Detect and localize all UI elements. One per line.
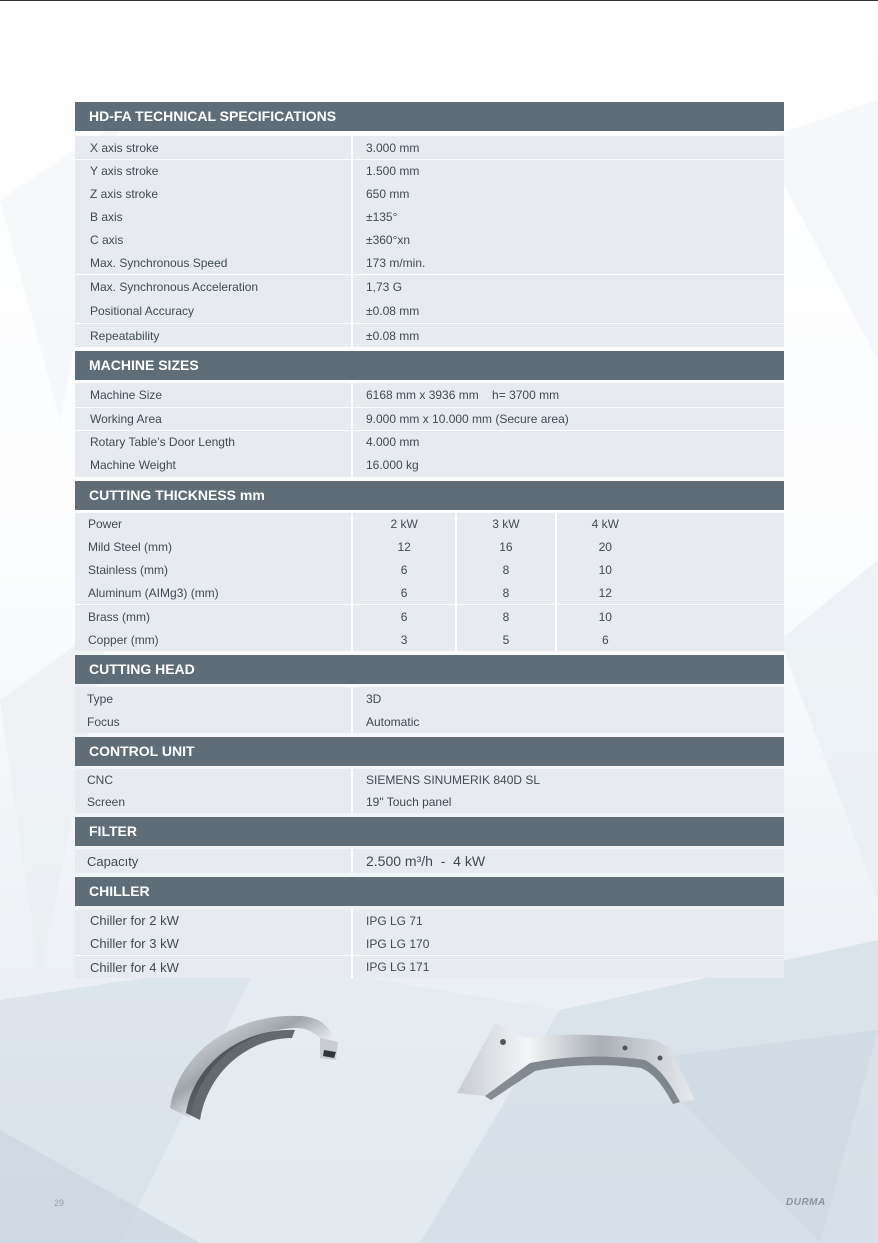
column-header: 2 kW [351,513,455,535]
spec-label: Chiller for 3 kW [90,936,179,951]
spec-label: Max. Synchronous Speed [90,255,228,270]
spec-row [75,228,784,251]
spec-label: Rotary Table’s Door Length [90,435,235,449]
spec-row [75,182,784,205]
material-label: Copper (mm) [88,632,159,647]
table-cell: 8 [455,581,554,604]
table-row [75,535,784,558]
control-unit-header: CONTROL UNIT [75,737,784,766]
spec-value: ±135° [351,205,784,228]
spec-value: 650 mm [351,182,784,205]
spec-label: C axis [90,232,124,247]
material-label: Mild Steel (mm) [88,539,173,554]
spec-label: Positional Accuracy [90,304,195,318]
spec-row [75,274,784,299]
spec-label: CNC [87,773,113,787]
filter-header: FILTER [75,817,784,846]
spec-value: IPG LG 171 [351,956,784,978]
chiller-table [75,909,784,978]
curved-metal-part-image [160,1008,345,1133]
material-label: Brass (mm) [88,609,150,624]
table-header-row [75,513,784,535]
page-number: 29 [54,1198,65,1208]
tech-specs-table [75,136,784,347]
machine-sizes-table [75,383,784,477]
table-cell: 12 [555,581,654,604]
table-row [75,628,784,651]
table-row [75,581,784,604]
spec-row [75,791,784,813]
spec-row [75,383,784,407]
spec-label: Chiller for 2 kW [90,913,179,928]
spec-row [75,909,784,932]
table-cell: 10 [555,605,654,628]
spec-label: Repeatability [90,328,160,343]
table-cell: 12 [351,535,455,558]
cutting-head-table [75,687,784,733]
spec-label: X axis stroke [90,140,159,155]
brand-logo: DURMA [786,1197,826,1208]
table-cell: 8 [455,605,554,628]
spec-label: Z axis stroke [90,186,159,201]
spec-label: Machine Weight [90,458,176,472]
spec-label: Screen [87,795,126,809]
material-label: Aluminum (AIMg3) (mm) [88,585,219,600]
table-cell: 6 [351,558,455,581]
table-cell: 20 [555,535,654,558]
cutting-head-header: CUTTING HEAD [75,655,784,684]
table-cell: 3 [351,628,455,651]
spec-value: IPG LG 170 [351,932,784,955]
table-cell: 8 [455,558,554,581]
tech-specs-header: HD-FA TECHNICAL SPECIFICATIONS [75,102,784,131]
spec-label: Focus [87,714,120,729]
spec-value: IPG LG 71 [351,909,784,932]
table-cell: 6 [555,628,654,651]
spec-label: Machine Size [90,388,163,402]
spec-value: ±0.08 mm [351,324,784,347]
spec-row [75,849,784,873]
spec-label: Working Area [90,412,162,426]
spec-row [75,687,784,710]
spec-row [75,323,784,347]
table-cell: 16 [455,535,554,558]
spec-value: 16.000 kg [351,453,784,477]
spec-label: Capacıty [87,853,139,869]
spec-row [75,430,784,453]
column-header: 3 kW [455,513,554,535]
table-cell: 10 [555,558,654,581]
spec-value: 4.000 mm [351,431,784,453]
spec-value: 1.500 mm [351,160,784,182]
spec-label: Chiller for 4 kW [90,959,179,975]
spec-row [75,932,784,955]
spec-label: Y axis stroke [90,164,159,178]
chiller-header: CHILLER [75,877,784,906]
spec-value: 9.000 mm x 10.000 mm (Secure area) [351,408,784,430]
spec-row [75,251,784,274]
spec-value: 3D [351,687,784,710]
spec-sheet [75,102,784,982]
machine-sizes-header: MACHINE SIZES [75,351,784,380]
spec-label: Max. Synchronous Acceleration [90,280,259,294]
cutting-thickness-table [75,513,784,651]
material-label: Stainless (mm) [88,562,169,577]
cutting-thickness-header: CUTTING THICKNESS mm [75,481,784,510]
filter-table [75,849,784,873]
spec-label: Type [87,691,114,706]
spec-value: SIEMENS SINUMERIK 840D SL [351,769,784,791]
spec-value: 2.500 m³/h - 4 kW [351,849,784,873]
column-header: 4 kW [555,513,654,535]
spec-value: 3.000 mm [351,136,784,159]
bent-bracket-part-image [455,1018,700,1108]
spec-row [75,299,784,323]
spec-row [75,453,784,477]
spec-value: 6168 mm x 3936 mm h= 3700 mm [351,383,784,407]
table-cell: 6 [351,605,455,628]
spec-row [75,955,784,978]
spec-row [75,136,784,159]
spec-row [75,205,784,228]
spec-row [75,710,784,733]
spec-label: B axis [90,209,123,224]
spec-value: ±360°xn [351,228,784,251]
spec-row [75,159,784,182]
control-unit-table [75,769,784,813]
spec-row [75,769,784,791]
power-label: Power [88,517,123,531]
table-cell: 6 [351,581,455,604]
spec-value: 173 m/min. [351,251,784,274]
spec-value: 1,73 G [351,275,784,299]
spec-row [75,407,784,430]
spec-value: ±0.08 mm [351,299,784,323]
table-row [75,604,784,628]
spec-value: 19" Touch panel [351,791,784,813]
spec-value: Automatic [351,710,784,733]
table-row [75,558,784,581]
table-cell: 5 [455,628,554,651]
